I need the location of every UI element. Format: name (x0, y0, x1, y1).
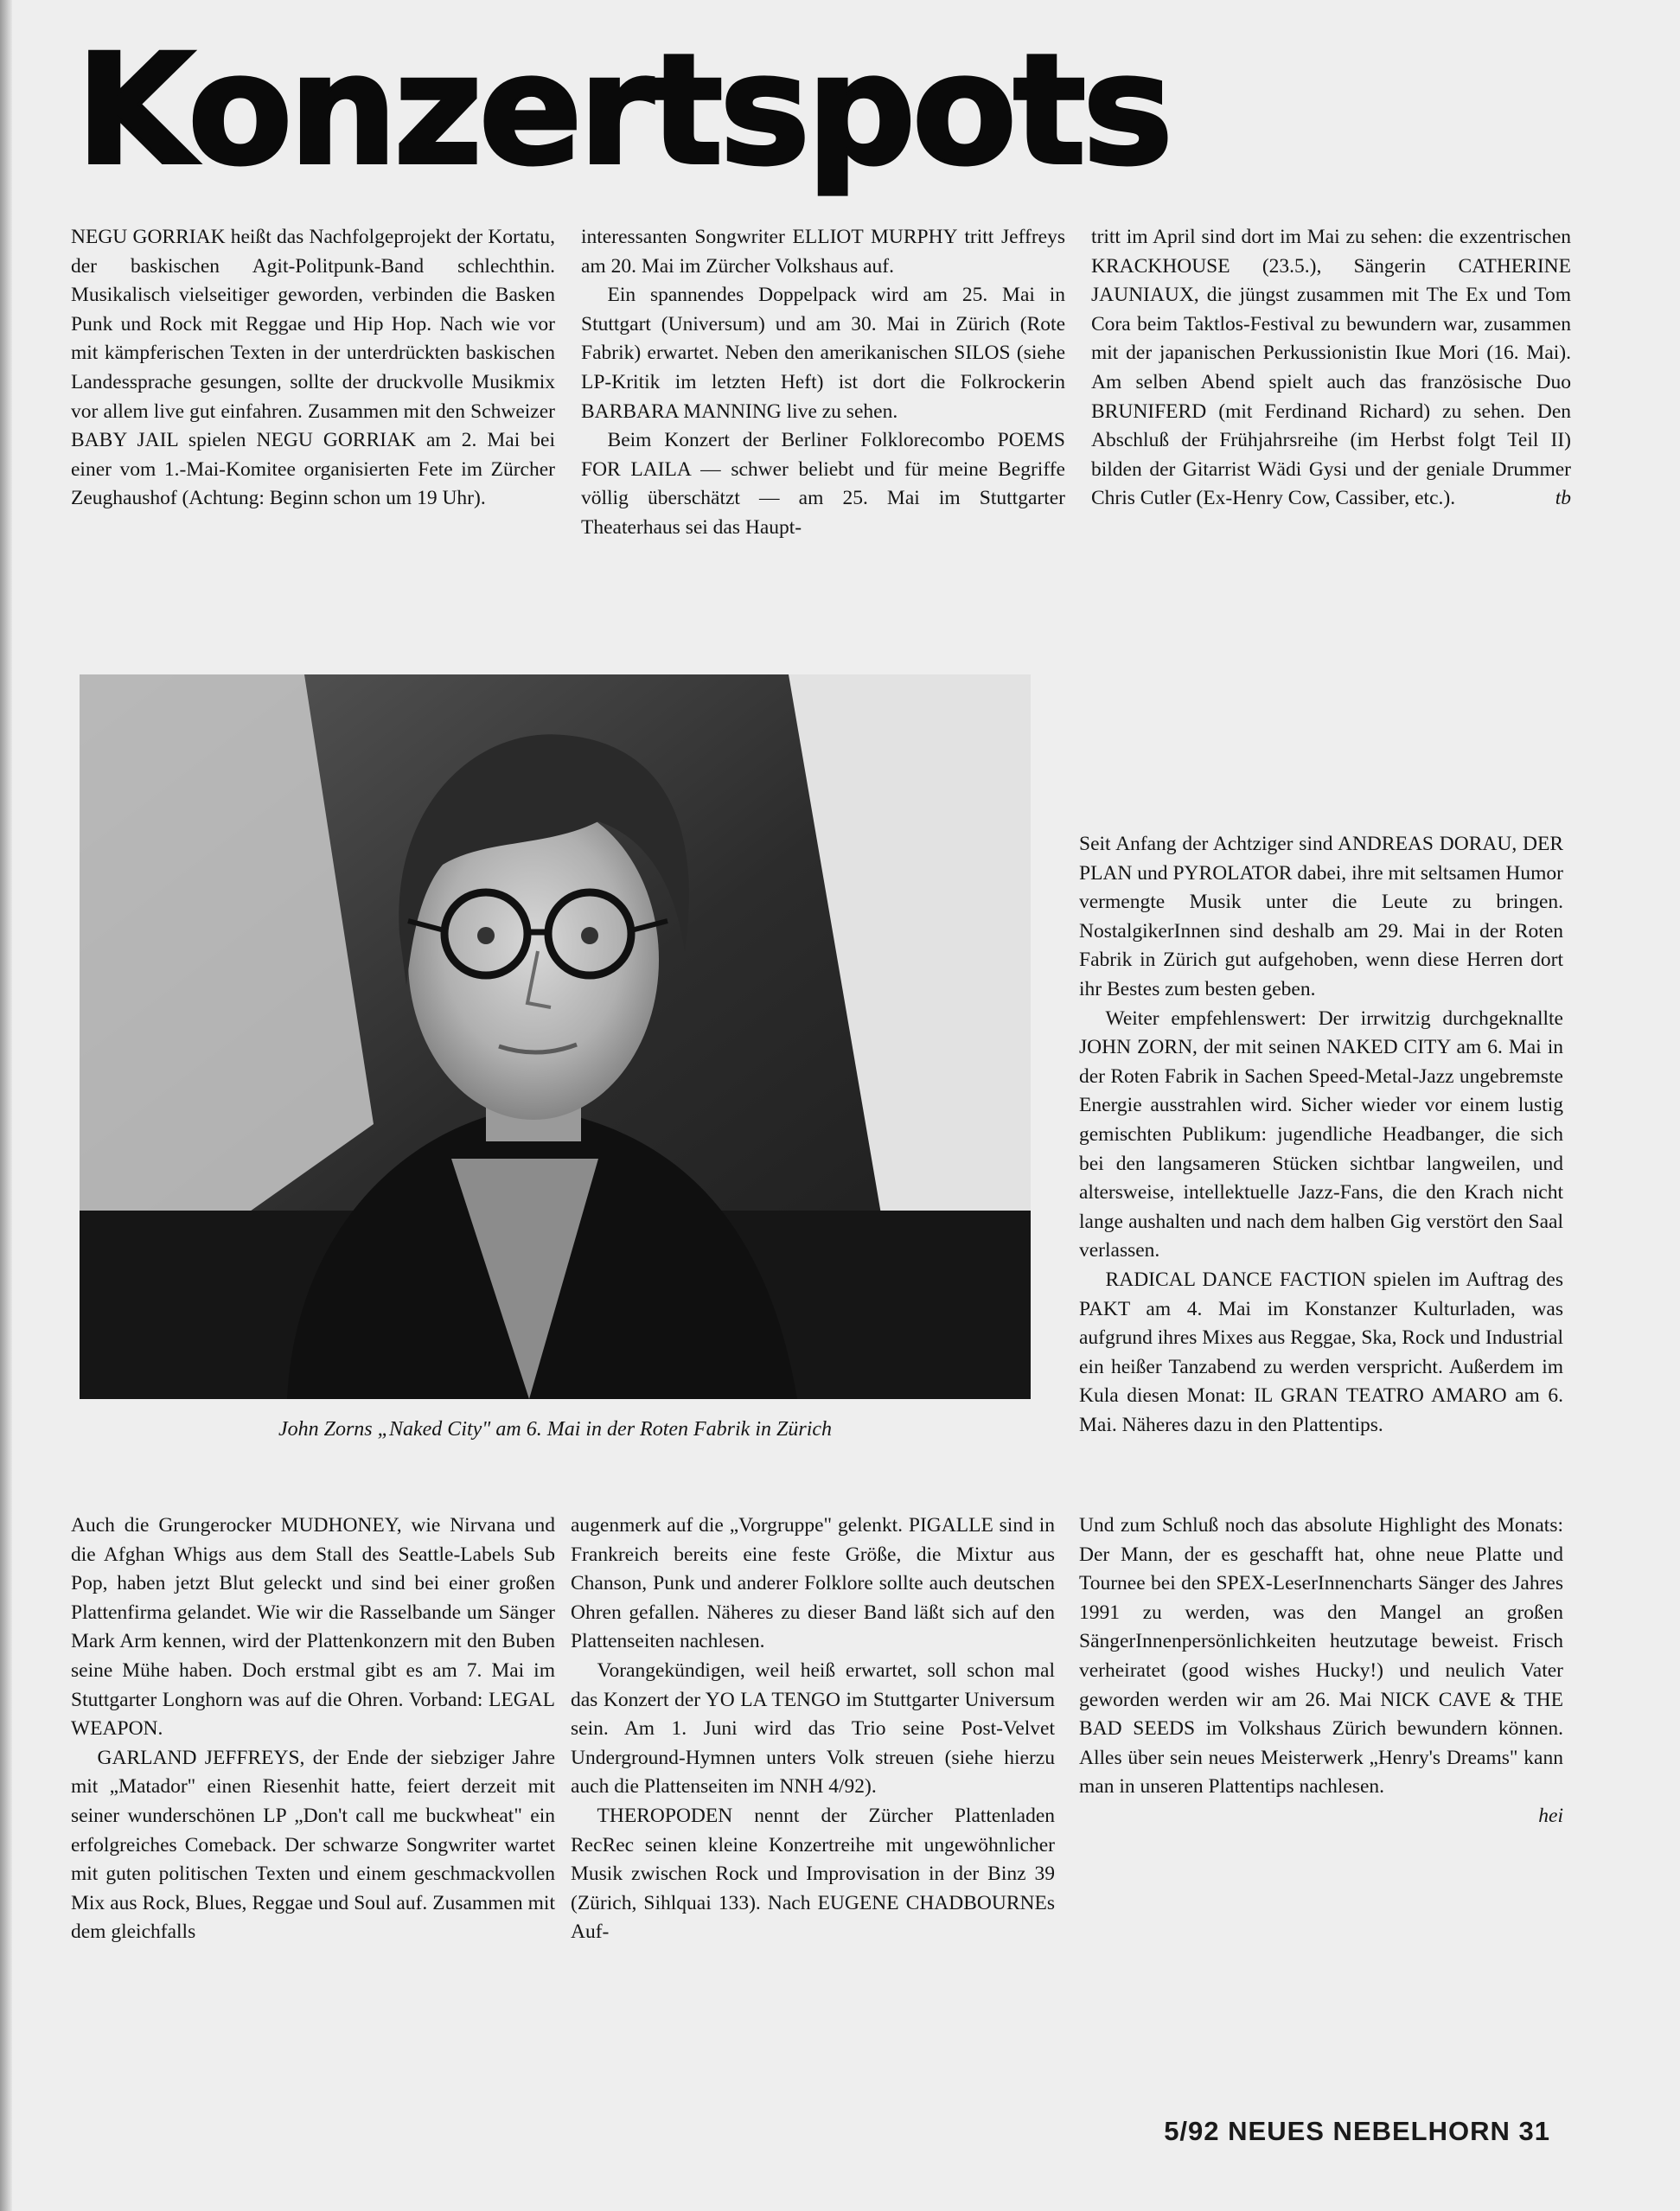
paragraph (1091, 223, 1571, 514)
right-column (1079, 830, 1563, 1440)
headline: Konzertspots (76, 22, 1170, 199)
bottom-column-1 (71, 1511, 555, 1947)
paragraph: interessanten Songwriter ELLIOT MURPHY tritt Jeffreys am 20. Mai im Zürcher Volkshaus auf. (581, 226, 1065, 278)
bottom-column-3 (1079, 1511, 1563, 1831)
paragraph: Vorangekündigen, weil heiß erwartet, soll schon mal das Konzert der YO LA TENGO im Stuttgarter Universum sein. Am 1. Juni wird das Trio seine Post-Velvet Underground-Hymnen unters Volk streuen (siehe hierzu auch die Plattenseiten im NNH 4/92). (571, 1658, 1055, 1799)
paragraph-text: tritt im April sind dort im Mai zu sehen: die exzentrischen KRACKHOUSE (23.5.), Sängerin CATHERINE JAUNIAUX, die jüngst zusammen mit The Ex und Tom Cora beim Taktlos-Festival zu bewundern war, zusammen mit der japanischen Perkussionistin Ikue Mori (16. Mai). Am selben Abend spielt auch das französische Duo BRUNIFERD (mit Ferdinand Richard) zu sehen. Den Abschluß der Frühjahrsreihe (im Herbst folgt Teil II) bilden der Gitarrist Wädi Gysi und der geniale Drummer Chris Cutler (Ex-Henry Cow, Cassiber, etc.). (1091, 226, 1571, 510)
author-signature: hei (1538, 1804, 1563, 1827)
top-column-1 (71, 223, 555, 514)
paragraph: Auch die Grungerocker MUDHONEY, wie Nirvana und die Afghan Whigs aus dem Stall des Seattle-Labels Sub Pop, haben jetzt Blut geleckt und sind bei einer großen Plattenfirma gelandet. Wie wir die Rasselbande um Sänger Mark Arm kennen, wird der Plattenkonzern mit den Buben seine Mühe haben. Doch erstmal gibt es am 7. Mai im Stuttgarter Longhorn was auf die Ohren. Vorband: LEGAL WEAPON. (71, 1514, 555, 1741)
page-edge (0, 0, 12, 2211)
paragraph: GARLAND JEFFREYS, der Ende der siebziger Jahre mit „Matador" einen Riesenhit hatte, feiert derzeit mit seiner wunderschönen LP „Don't call me buckwheat" ein erfolgreiches Comeback. Der schwarze Songwriter wartet mit guten politischen Texten und einem geschmackvollen Mix aus Rock, Blues, Reggae und Soul auf. Zusammen mit dem gleichfalls (71, 1746, 555, 1944)
page-footer: 5/92 NEUES NEBELHORN 31 (1164, 2116, 1550, 2146)
top-column-3 (1091, 223, 1571, 514)
paragraph: Ein spannendes Doppelpack wird am 25. Mai in Stuttgart (Universum) und am 30. Mai in Zürich (Rote Fabrik) erwartet. Neben den amerikanischen SILOS (siehe LP-Kritik im letzten Heft) ist dort die Folkrockerin BARBARA MANNING live zu sehen. (581, 284, 1065, 423)
top-column-2 (581, 223, 1065, 543)
paragraph: Und zum Schluß noch das absolute Highlight des Monats: Der Mann, der es geschafft hat, ohne neue Platte und Tournee bei den SPEX-LeserInnencharts Sänger des Jahres 1991 zu werden, was den Mangel an großen SängerInnenpersönlichkeiten heutzutage beweist. Frisch verheiratet (good wishes Hucky!) und neulich Vater geworden werden wir am 26. Mai NICK CAVE & THE BAD SEEDS im Volkshaus Zürich bewundern können. Alles über sein neues Meisterwerk „Henry's Dreams" kann man in unseren Plattentips nachlesen. (1079, 1514, 1563, 1799)
paragraph: Beim Konzert der Berliner Folklorecombo POEMS FOR LAILA — schwer beliebt und für meine Begriffe völlig überschätzt — am 25. Mai im Stuttgarter Theaterhaus sei das Haupt- (581, 429, 1065, 539)
paragraph: augenmerk auf die „Vorgruppe" gelenkt. PIGALLE sind in Frankreich bereits eine feste Größe, die Mixtur aus Chanson, Punk und anderer Folklore sollte auch deutschen Ohren gefallen. Näheres zu dieser Band läßt sich auf den Plattenseiten nachlesen. (571, 1514, 1055, 1653)
paragraph: NEGU GORRIAK heißt das Nachfolgeprojekt der Kortatu, der baskischen Agit-Politpunk-Band schlechthin. Musikalisch vielseitiger geworden, verbinden die Basken Punk und Rock mit Reggae und Hip Hop. Nach wie vor mit kämpferischen Texten in der unterdrückten baskischen Landessprache gesungen, sollte der druckvolle Musikmix vor allem live gut einfahren. Zusammen mit den Schweizer BABY JAIL spielen NEGU GORRIAK am 2. Mai bei einer vom 1.-Mai-Komitee organisierten Fete im Zürcher Zeughaushof (Achtung: Beginn schon um 19 Uhr). (71, 226, 555, 510)
paragraph: Weiter empfehlenswert: Der irrwitzig durchgeknallte JOHN ZORN, der mit seinen NAKED CITY am 6. Mai in der Roten Fabrik in Sachen Speed-Metal-Jazz ungebremste Energie ausstrahlen wird. Sicher wieder vor einem lustig gemischten Publikum: jugendliche Headbanger, die sich bei den langsameren Stücken sichtbar langweilen, und altersweise, intellektuelle Jazz-Fans, die den Krach nicht lange aushalten und nach dem halben Gig verstört den Saal verlassen. (1079, 1006, 1563, 1262)
paragraph: RADICAL DANCE FACTION spielen im Auftrag des PAKT am 4. Mai im Konstanzer Kulturladen, was aufgrund ihres Mixes aus Reggae, Ska, Rock und Industrial ein heißer Tanzabend zu werden verspricht. Außerdem im Kula diesen Monat: IL GRAN TEATRO AMARO am 6. Mai. Näheres dazu in den Plattentips. (1079, 1268, 1563, 1436)
author-signature: tb (1555, 487, 1571, 510)
photo-caption: John Zorns „Naked City" am 6. Mai in der Roten Fabrik in Zürich (278, 1418, 833, 1441)
concert-photo (80, 674, 1031, 1399)
bottom-column-2 (571, 1511, 1055, 1947)
paragraph: Seit Anfang der Achtziger sind ANDREAS DORAU, DER PLAN und PYROLATOR dabei, ihre mit seltsamen Humor vermengte Musik unter die Leute zu bringen. NostalgikerInnen sind deshalb am 29. Mai in der Roten Fabrik in Zürich gut aufgehoben, wenn diese Herren dort ihr Bestes zum besten geben. (1079, 833, 1563, 1000)
paragraph: THEROPODEN nennt der Zürcher Plattenladen RecRec seinen kleine Konzertreihe mit ungewöhnlicher Musik zwischen Rock und Improvisation in der Binz 39 (Zürich, Sihlquai 133). Nach EUGENE CHADBOURNEs Auf- (571, 1804, 1055, 1944)
